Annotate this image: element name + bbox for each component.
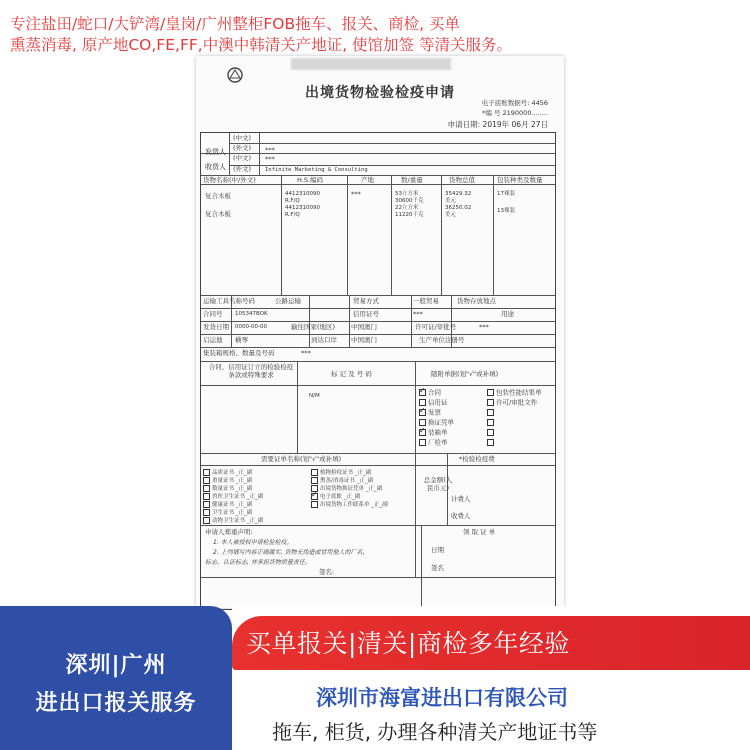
contract-value: 105347BOK <box>235 311 268 317</box>
fee-label: *检验检疫费 <box>459 455 495 463</box>
value-1: 35429.32 <box>445 191 472 197</box>
cert-health: 健康证书 _正_副 <box>203 501 252 509</box>
doc-blank-2-checkbox[interactable] <box>487 419 494 426</box>
marks-label: 标 记 及 号 码 <box>331 370 372 378</box>
header-goods: 货物名称(中/外文) <box>203 176 256 184</box>
header-hs: H.S.编码 <box>297 176 324 184</box>
quantity-2: 22立方米 <box>395 205 419 211</box>
service-tagline: 拖车, 柜货, 办理各种清关产地证书等 <box>272 720 598 744</box>
cert-quantity: 数量证书 _正_副 <box>203 485 252 493</box>
consignee-cn-value: *** <box>265 155 275 163</box>
trade-label: 贸易方式 <box>353 297 379 305</box>
doc-invoice-checkbox[interactable] <box>419 409 426 416</box>
dest-country-value: 中国澳门 <box>351 323 377 331</box>
company-name: 深圳市海富进出口有限公司 <box>316 686 568 710</box>
cert-quality: 品质证书 _正_副 <box>203 469 252 477</box>
header-origin: 产地 <box>361 176 374 184</box>
footer-banner <box>0 594 750 750</box>
serial-number: *编 号 2190000........ <box>482 109 548 117</box>
cert-contact-checkbox[interactable] <box>311 501 318 508</box>
hs-1: 4412310090 <box>285 191 320 197</box>
cert-quality-checkbox[interactable] <box>203 469 210 476</box>
trade-value: 一般贸易 <box>413 297 439 305</box>
value-2: 36250.02 <box>445 205 472 211</box>
doc-blank-4 <box>487 439 496 447</box>
footer-left-line-1: 深圳|广州 <box>65 653 167 678</box>
license-label: 许可证/审批号 <box>415 323 457 331</box>
arrival-label: 到达口岸 <box>311 336 337 344</box>
form-table <box>200 132 556 610</box>
cert-quantity-checkbox[interactable] <box>203 485 210 492</box>
license-value: *** <box>479 323 489 331</box>
declaration-1: 1. 本人被授权申请检验检疫。 <box>213 539 293 546</box>
cert-contact: 出境货物工作联系单 _正_副 <box>311 501 388 509</box>
header-package: 包装种类及数量 <box>497 176 543 184</box>
doc-blank-1 <box>487 409 496 417</box>
declaration-label: 申请人郑重声明: <box>205 528 253 536</box>
date-label: 日期 <box>431 546 444 554</box>
doc-credit: 信用证 <box>419 399 448 407</box>
banner-line-1: 专注盐田/蛇口/大铲湾/皇岗/广州整柜FOB拖车、报关、商检, 买单 <box>10 15 460 33</box>
doc-license-checkbox[interactable] <box>487 399 494 406</box>
consignor-cn-label: (中文) <box>233 134 252 142</box>
doc-blank-2 <box>487 419 496 427</box>
package-1: 17裸装 <box>497 191 515 197</box>
cert-electronic-checkbox[interactable] <box>311 493 318 500</box>
storage-label: 货物存放地点 <box>457 297 496 305</box>
cert-exchange: 出境货物换证凭单 _正_副 <box>311 485 382 493</box>
consignee-label: 收货人 <box>205 163 226 171</box>
form-header-stamp <box>291 58 451 70</box>
hs-1b: R.F/Q <box>285 198 300 204</box>
footer-left-panel <box>0 606 232 750</box>
container-label: 集装箱规格、数量及号码 <box>203 349 275 357</box>
marks-value: N/M <box>309 393 320 399</box>
certificates-label: 需要证单名称(划"√"或补填) <box>261 455 342 463</box>
doc-credit-checkbox[interactable] <box>419 399 426 406</box>
doc-invoice: ✓发票 <box>419 409 441 417</box>
port-label: 启运地 <box>203 336 223 344</box>
purpose-label: 用途 <box>501 310 514 318</box>
doc-blank-4-checkbox[interactable] <box>487 439 494 446</box>
doc-packing-checkbox[interactable] <box>419 429 426 436</box>
value-2-currency: 美元 <box>445 212 457 218</box>
consignee-en-label: (外文) <box>233 165 252 173</box>
cert-veterinary: 兽医卫生证书 _正_副 <box>203 493 263 501</box>
declaration-2: 2. 上列填写内容正确属实, 货物无伪造或冒用他人的厂名、 <box>213 549 369 556</box>
credit-value: *** <box>413 310 423 318</box>
consignor-label: 发货人 <box>205 148 226 156</box>
cert-weight-checkbox[interactable] <box>203 477 210 484</box>
doc-factory-checkbox[interactable] <box>419 439 426 446</box>
value-1-currency: 美元 <box>445 198 457 204</box>
sign-label: 签名: <box>319 568 335 576</box>
banner-line-2: 熏蒸消毒, 原产地CO,FE,FF,中澳中韩清关产地证, 使馆加签 等清关服务。 <box>10 36 512 54</box>
goods-name-2: 复合木板 <box>205 210 231 218</box>
receiver-label: 收费人 <box>451 512 471 520</box>
doc-contract: ✓ 合同 <box>419 389 441 397</box>
doc-packaging-checkbox[interactable] <box>487 389 494 396</box>
slogan-bar <box>232 616 750 670</box>
doc-blank-3-checkbox[interactable] <box>487 429 494 436</box>
collect-label: 领 取 证 单 <box>463 528 496 536</box>
doc-packaging-result: 包装性能结果单 <box>487 389 542 397</box>
doc-exchange-checkbox[interactable] <box>419 419 426 426</box>
cert-animal-checkbox[interactable] <box>203 517 210 524</box>
consignor-en-label: (外文) <box>233 144 252 152</box>
total-amount-label: 总金额(人民币元) <box>423 476 453 492</box>
documents-label: 随附单据(划"√"或补填) <box>431 370 499 378</box>
port-value: 横琴 <box>235 336 248 344</box>
form-title: 出境货物检验检疫申请 <box>305 85 455 101</box>
quantity-1: 53立方米 <box>395 191 419 197</box>
doc-contract-checkbox[interactable] <box>419 389 426 396</box>
package-2: 13裸装 <box>497 208 515 214</box>
cert-electronic: ✓电子底账 _正_副 <box>311 493 360 501</box>
header-quantity: 数/重量 <box>401 176 423 184</box>
cert-weight: 重量证书 _正_副 <box>203 477 252 485</box>
fee-person-label: 计费人 <box>451 495 471 503</box>
doc-packing: ✓装箱单 <box>419 429 448 437</box>
ship-date-label: 发货日期 <box>203 323 229 331</box>
cert-fumigation-checkbox[interactable] <box>311 477 318 484</box>
ship-date-value: 0000-00-00 <box>235 324 267 330</box>
slogan-text: 买单报关|清关|商检多年经验 <box>246 629 570 658</box>
quantity-1b: 30600千克 <box>395 198 424 204</box>
transport-value: 公路运输 <box>275 297 301 305</box>
cert-phyto-checkbox[interactable] <box>311 469 318 476</box>
cert-sanitary-checkbox[interactable] <box>203 509 210 516</box>
hs-2b: R.F/Q <box>285 212 300 218</box>
cert-phyto: 植物检疫证书 _正_副 <box>311 469 371 477</box>
consignee-cn-label: (中文) <box>233 154 252 162</box>
consignee-en-value: Infinite Marketing & Consulting <box>265 167 368 173</box>
sign2-label: 签名 <box>431 564 444 572</box>
cert-sanitary: 卫生证书 _正_副 <box>203 509 252 517</box>
contract-requirement-label: 合同、信用证订立的检验检疫条款或特殊要求 <box>208 363 294 379</box>
declaration-3: 标志、认证标志, 并承担货物质量责任。 <box>205 559 311 566</box>
container-value: *** <box>301 349 311 357</box>
cert-animal: 动物卫生证书 _正_副 <box>203 517 263 525</box>
inspection-form-image <box>196 56 564 608</box>
cert-fumigation: 熏蒸/消毒证书 _正_副 <box>311 477 373 485</box>
cert-health-checkbox[interactable] <box>203 501 210 508</box>
doc-factory: 厂检单 <box>419 439 448 447</box>
producer-label: 生产单位注册号 <box>419 336 465 344</box>
contract-label: 合同号 <box>203 310 223 318</box>
arrival-value: 中国澳门 <box>351 336 377 344</box>
apply-date: 申请日期: 2019年 06月 27日 <box>447 120 548 129</box>
dest-country-label: 输往国家(地区) <box>291 323 336 331</box>
origin-masked: *** <box>351 190 361 198</box>
e-number: 电子底账数据号: 4456 <box>481 99 548 107</box>
cert-veterinary-checkbox[interactable] <box>203 493 210 500</box>
credit-label: 信用证号 <box>353 310 379 318</box>
doc-license-file: 许可/审批文件 <box>487 399 537 407</box>
footer-left-line-2: 进出口报关服务 <box>35 691 197 716</box>
hs-2: 4412310090 <box>285 205 320 211</box>
doc-blank-1-checkbox[interactable] <box>487 409 494 416</box>
doc-blank-3 <box>487 429 496 437</box>
consignor-en-value: *** <box>265 146 275 154</box>
goods-name-1: 复合木板 <box>205 192 231 200</box>
top-banner <box>10 14 740 56</box>
transport-label: 运输工具名称号码 <box>203 297 255 305</box>
header-value: 货物总值 <box>449 176 475 184</box>
quantity-2b: 11220千克 <box>395 212 424 218</box>
doc-exchange: 换证凭单 <box>419 419 454 427</box>
